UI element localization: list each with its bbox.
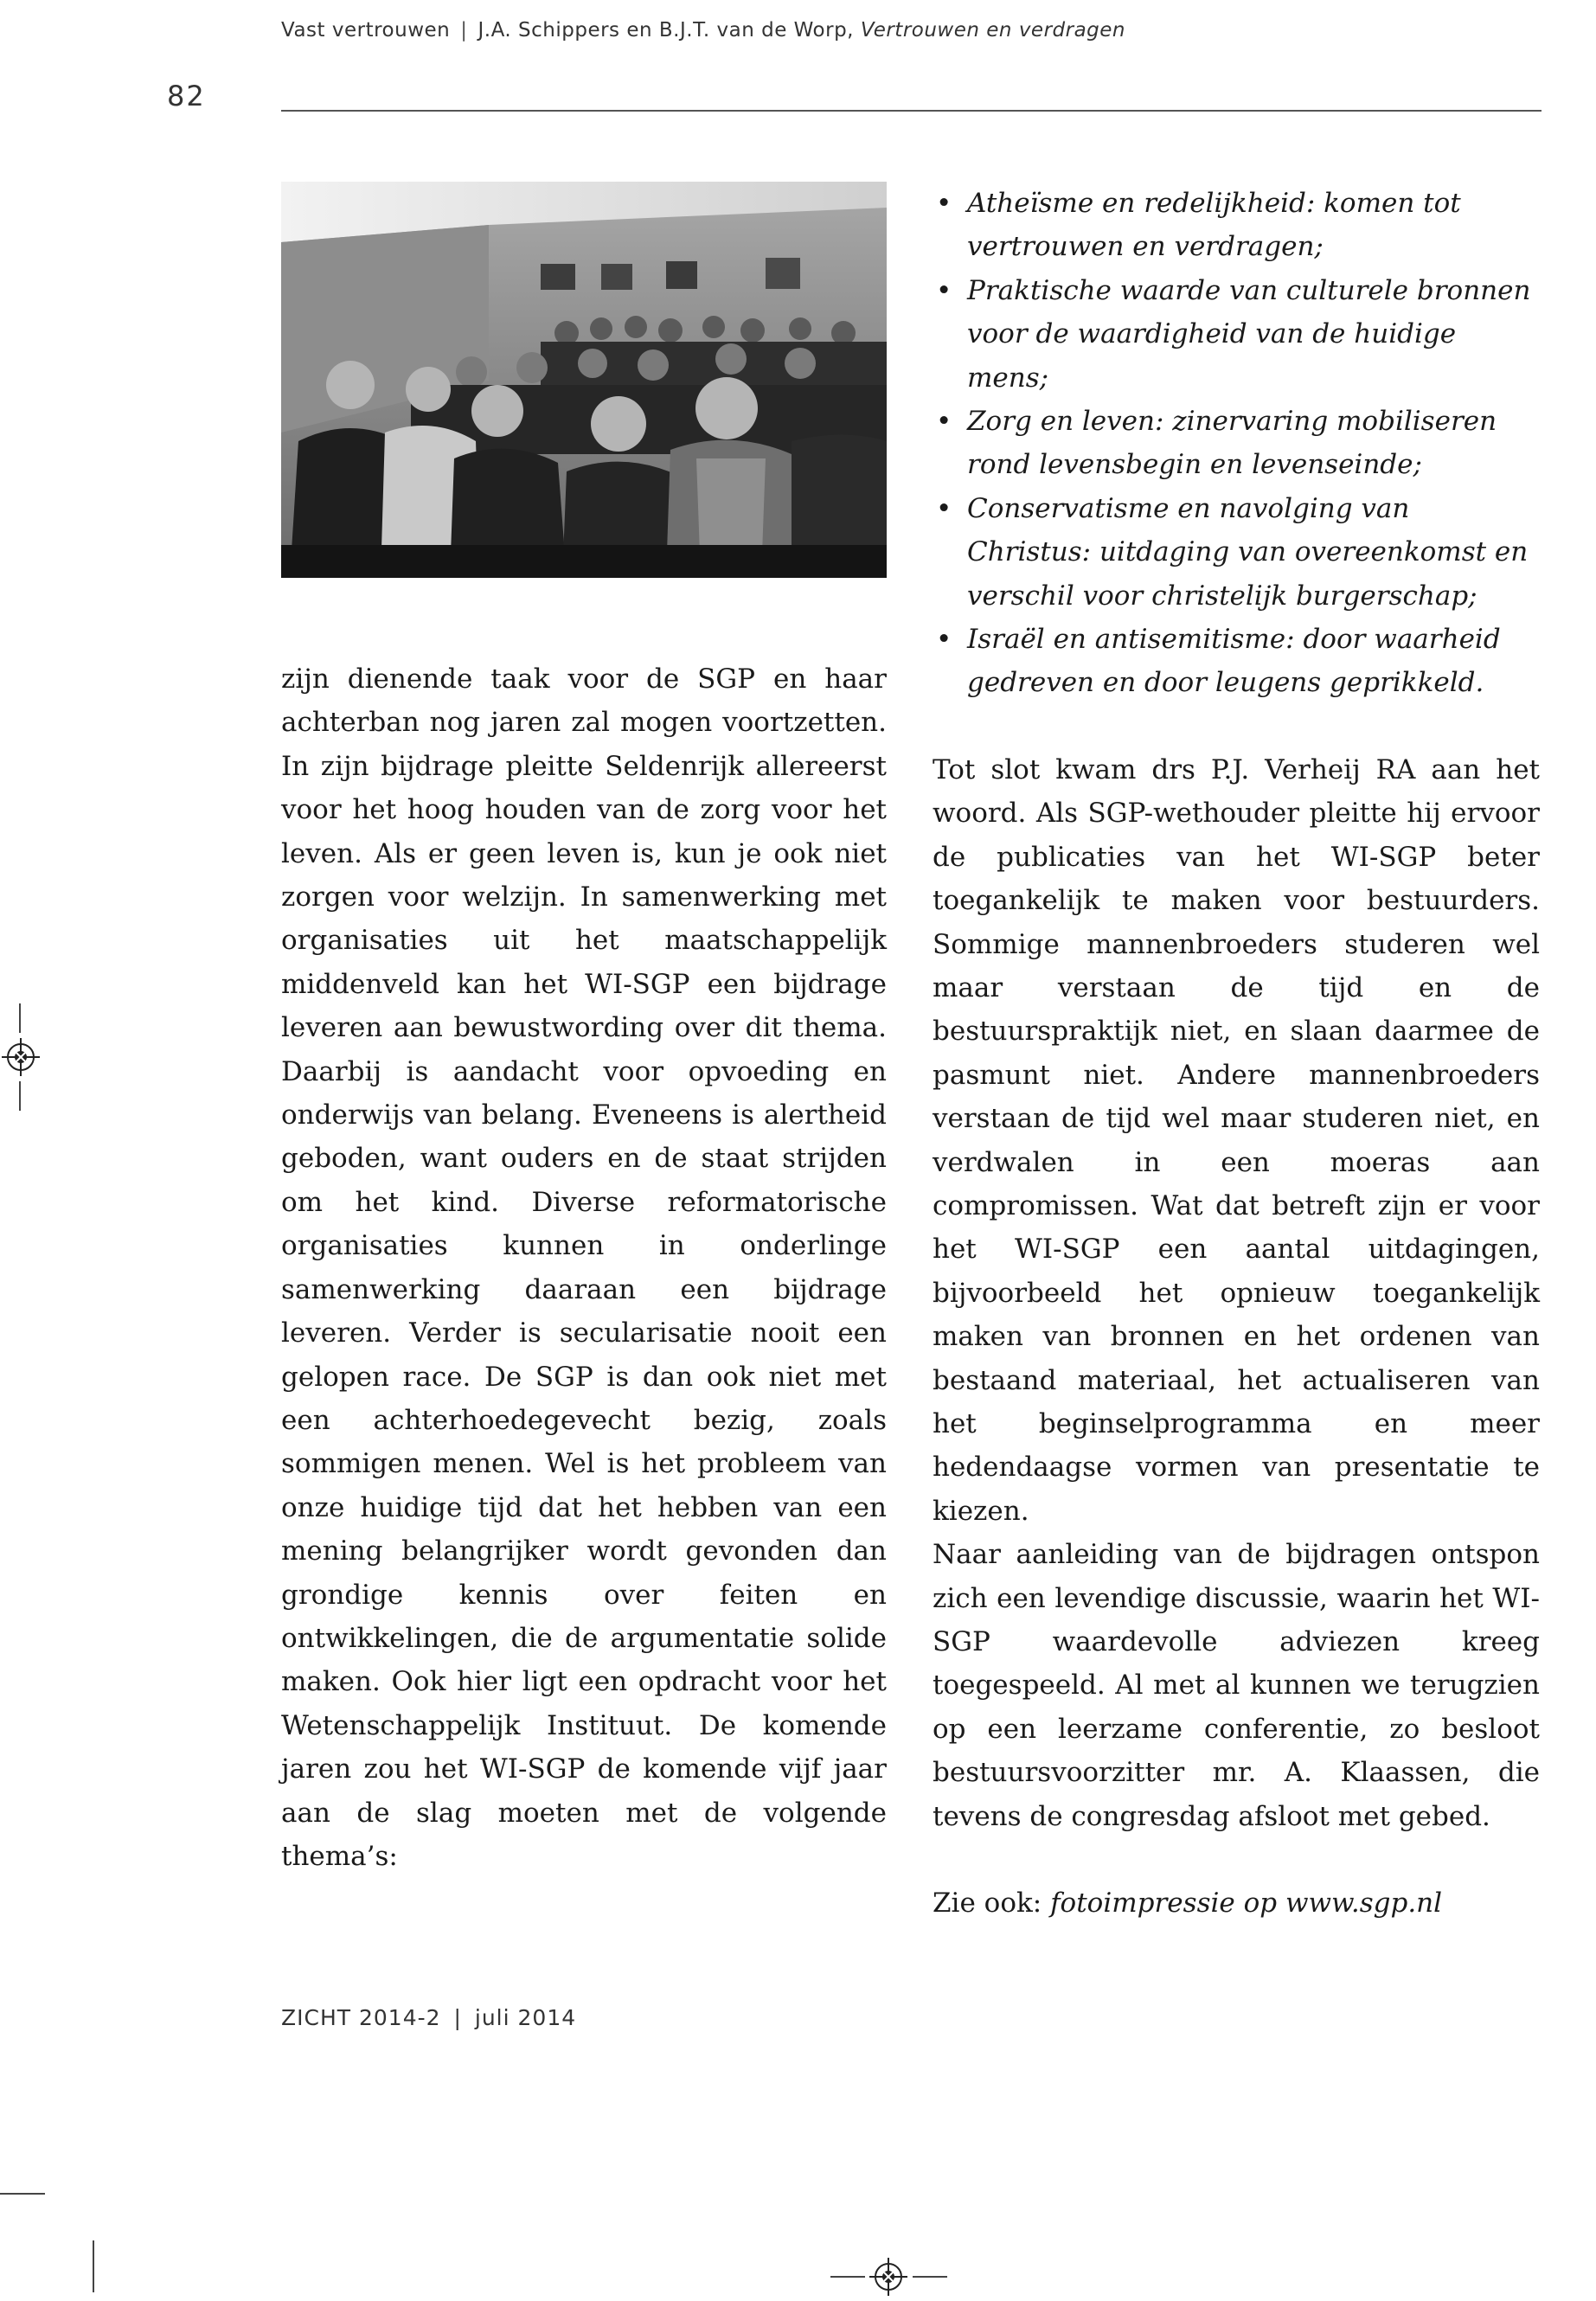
- issue-label: ZICHT 2014-2: [281, 2005, 441, 2030]
- issue-date: juli 2014: [474, 2005, 577, 2030]
- conference-audience-photo: [281, 182, 887, 578]
- right-column: [933, 182, 1540, 1925]
- theme-item: • Atheïsme en redelijkheid: komen tot vertrouwen en verdragen;: [933, 182, 1540, 269]
- footer: [281, 2005, 576, 2030]
- body-paragraph: Tot slot kwam drs P.J. Verheij RA aan het woord. Als SGP-wethouder pleitte hij ervoor de publicaties van het WI-SGP beter toegankelijk te maken voor bestuurders. Sommige mannenbroeders studeren wel maar verstaan de tijd en de bestuurspraktijk niet, en slaan daarmee de pasmunt niet. Andere mannenbroeders verstaan de tijd wel maar studeren niet, en verdwalen in een moeras aan compromissen. Wat dat betreft zijn er voor het WI-SGP een aantal uitdagingen, bijvoorbeeld het opnieuw toegankelijk maken van bronnen en het ordenen van bestaand materiaal, het actualiseren van het beginselprogramma en meer hedendaagse vormen van presentatie te kiezen.: [933, 753, 1540, 1527]
- see-also: [933, 1881, 1540, 1925]
- header-separator: |: [460, 19, 468, 42]
- article-title: Vertrouwen en verdragen: [860, 19, 1126, 42]
- header-rule: [281, 110, 1542, 112]
- footer-separator: |: [453, 2005, 462, 2030]
- crop-line: [19, 1081, 21, 1111]
- registration-mark-icon: [2, 1038, 40, 1076]
- see-also-link[interactable]: fotoimpressie op www.sgp.nl: [1050, 1888, 1443, 1920]
- crop-line: [19, 1003, 21, 1033]
- theme-item: • Praktische waarde van culturele bronnen voor de waardigheid van de huidige mens;: [933, 269, 1540, 400]
- left-column: [281, 657, 887, 1878]
- theme-item: • Conservatisme en navolging van Christus: uitdaging van overeenkomst en verschil voor christelijk burgerschap;: [933, 487, 1540, 618]
- see-also-label: Zie ook:: [933, 1888, 1042, 1920]
- crop-line: [830, 2276, 865, 2278]
- themes-list: [933, 182, 1540, 705]
- theme-item: • Zorg en leven: zinervaring mobiliseren rond levensbegin en levenseinde;: [933, 400, 1540, 487]
- journal-name: Vast vertrouwen: [281, 19, 451, 42]
- registration-mark-icon: [869, 2258, 907, 2296]
- body-paragraph: Naar aanleiding van de bijdragen ontspon zich een levendige discussie, waarin het WI-SGP waardevolle adviezen kreeg toegespeeld. Al met al kunnen we terugzien op een leerzame conferentie, zo besloot bestuursvoorzitter mr. A. Klaassen, die tevens de congresdag afsloot met gebed.: [933, 1539, 1540, 1832]
- audience-photo-illustration: [281, 182, 887, 578]
- crop-line: [0, 2193, 45, 2195]
- crop-line: [913, 2276, 947, 2278]
- theme-item: • Israël en antisemitisme: door waarheid gedreven en door leugens geprikkeld.: [933, 618, 1540, 705]
- running-head: [281, 19, 1125, 42]
- body-paragraph: zijn dienende taak voor de SGP en haar achterban nog jaren zal mogen voortzetten. In zijn bijdrage pleitte Seldenrijk allereerst voor het hoog houden van de zorg voor het leven. Als er geen leven is, kun je ook niet zorgen voor welzijn. In samenwerking met organisaties uit het maatschappelijk middenveld kan het WI-SGP een bijdrage leveren aan bewustwording over dit thema. Daarbij is aandacht voor opvoeding en onderwijs van belang. Eveneens is alertheid geboden, want ouders en de staat strijden om het kind. Diverse reformatorische organisaties kunnen in onderlinge samenwerking daaraan een bijdrage leveren. Verder is secularisatie nooit een gelopen race. De SGP is dan ook niet met een achterhoedegevecht bezig, zoals sommigen menen. Wel is het probleem van onze huidige tijd dat het hebben van een mening belangrijker wordt gevonden dan grondige kennis over feiten en ontwikkelingen, die de argumentatie solide maken. Ook hier ligt een opdracht voor het Wetenschappelijk Instituut. De komende jaren zou het WI-SGP de komende vijf jaar aan de slag moeten met de volgende thema’s:: [281, 663, 887, 1872]
- authors: J.A. Schippers en B.J.T. van de Worp,: [478, 19, 854, 42]
- page-number: 82: [167, 80, 206, 112]
- crop-line: [93, 2240, 94, 2292]
